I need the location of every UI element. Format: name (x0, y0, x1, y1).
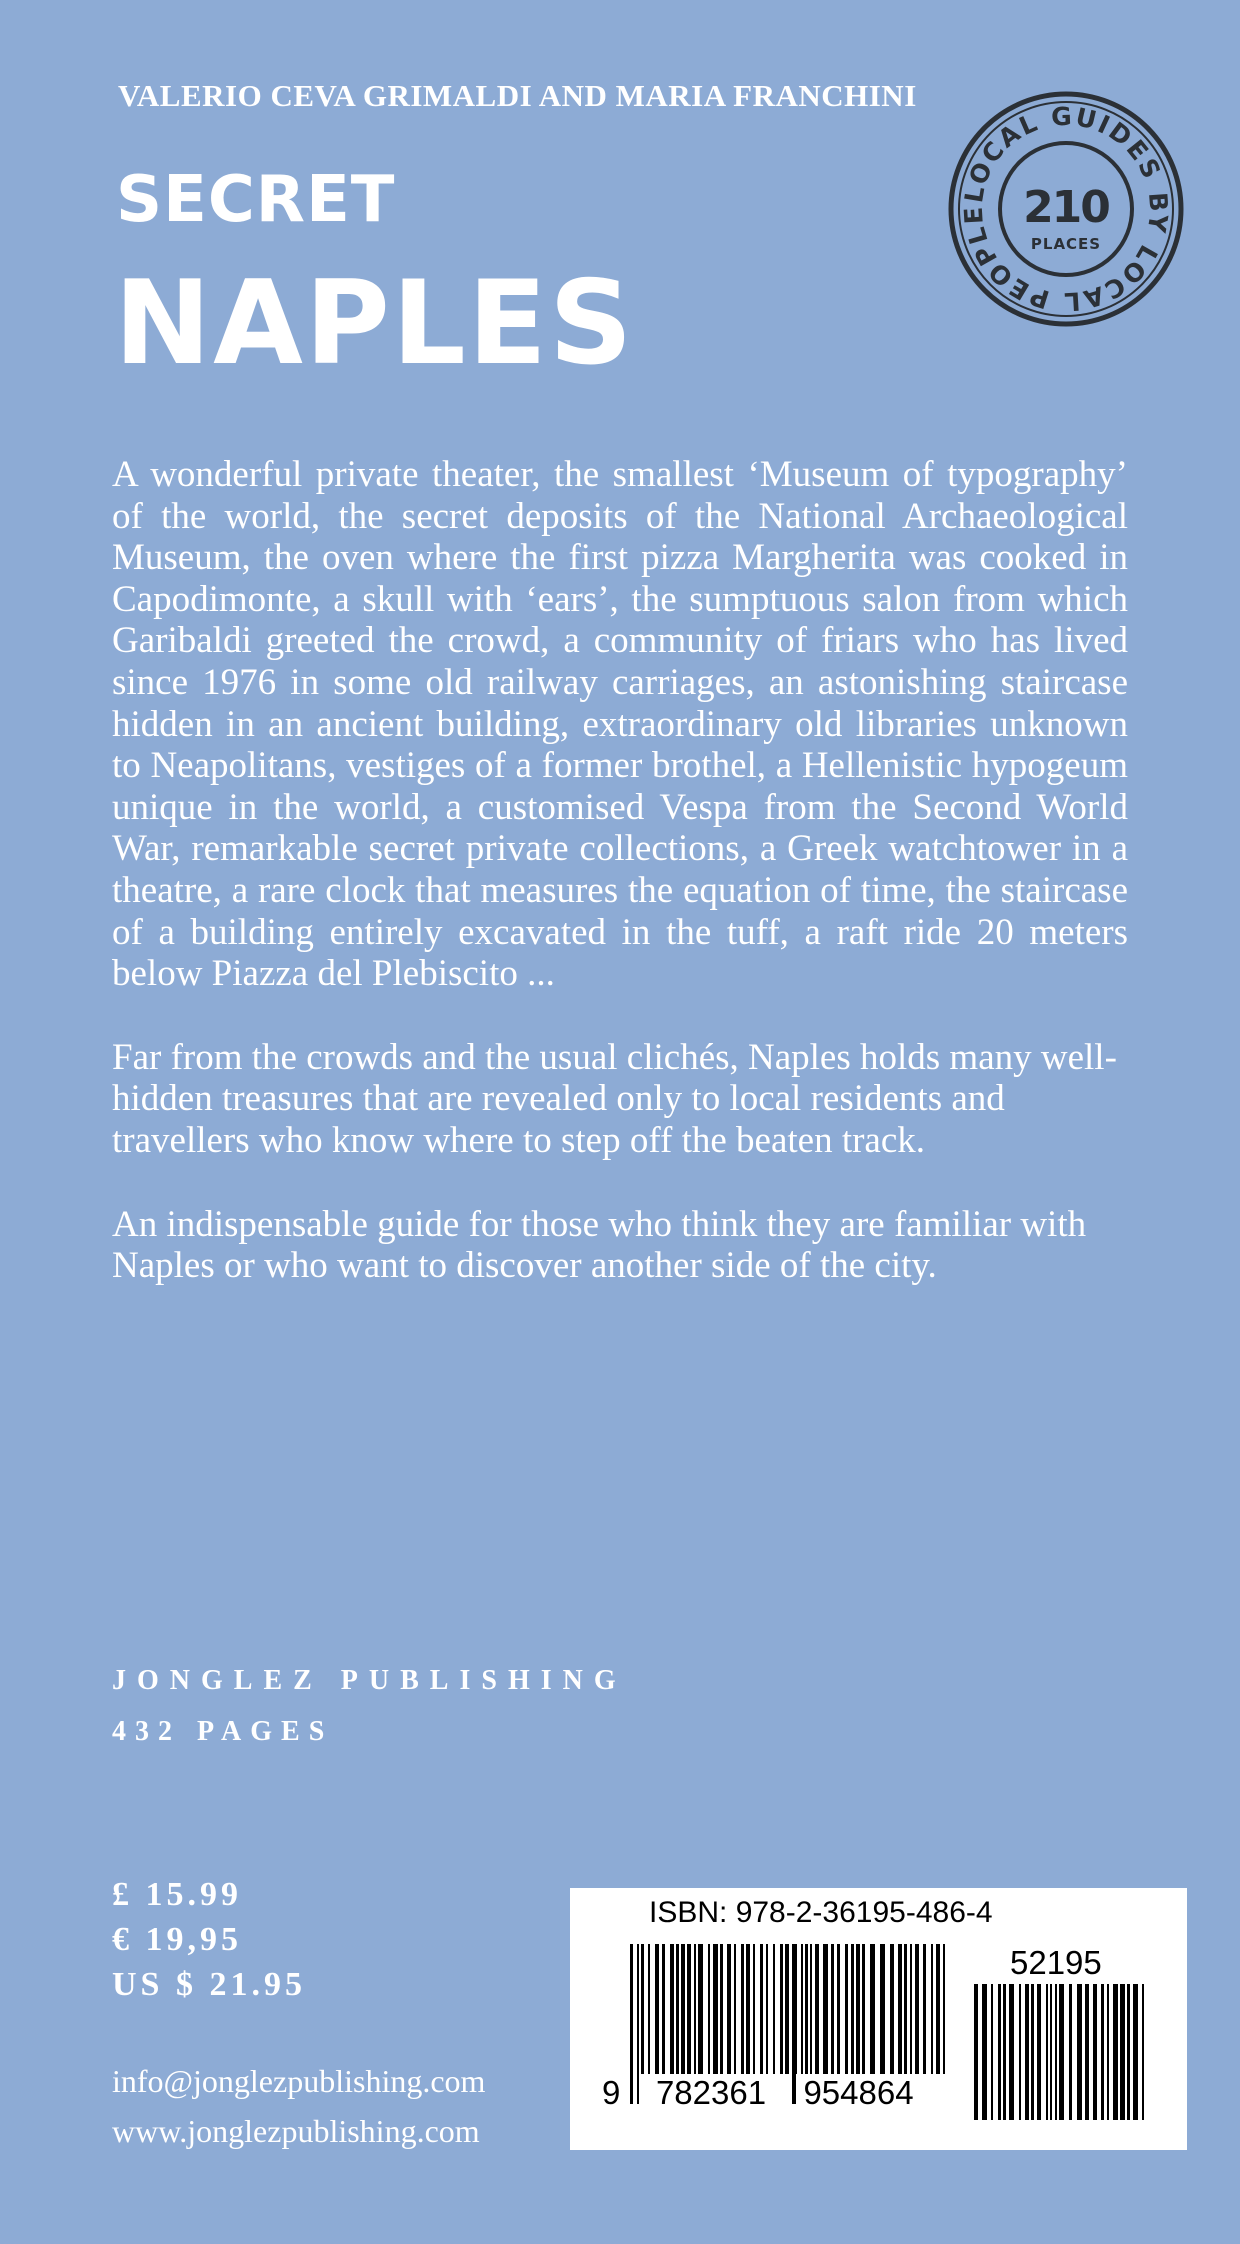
barcode-bar (1069, 1984, 1072, 2120)
description-paragraph-1: A wonderful private theater, the smallest ‘Museum of typography’ of the world, the secret deposits of the National Archaeological Museum, the oven where the first pizza Margherita was cooked in Capodimonte, a skull with ‘ears’, the sumptuous salon from which Garibaldi greeted the crowd, a community of friars who has lived since 1976 in some old railway carriages, an astonishing staircase hidden in an ancient building, extraordinary old libraries unknown to Neapolitans, vestiges of a former brothel, a Hellenistic hypogeum unique in the world, a customised Vespa from the Second World War, remarkable secret private collections, a Greek watchtower in a theatre, a rare clock that measures the equation of time, the staircase of a building entirely excavated in the tuff, a raft ride 20 meters below Piazza del Plebiscito ... (112, 454, 1128, 995)
barcode-bar (670, 1944, 674, 2074)
stamp-graphic (945, 88, 1187, 330)
barcode-bar (880, 1944, 885, 2074)
barcode-bar (1009, 1984, 1014, 2120)
barcode-bar (655, 1944, 659, 2074)
barcode-bar (713, 1944, 718, 2074)
barcode-bar (1133, 1984, 1138, 2120)
barcode-right-digits: 954864 (796, 2074, 921, 2112)
barcode-bar (831, 1944, 834, 2074)
barcode-bar (1101, 1984, 1104, 2120)
barcode-bar (1003, 1984, 1006, 2120)
description-paragraph-3: An indispensable guide for those who think they are familiar with Naples or who want to discover another side of the city. (112, 1203, 1087, 1287)
barcode-bar (1113, 1984, 1118, 2120)
barcode-bar (837, 1944, 840, 2074)
barcode-bar (1050, 1984, 1052, 2120)
barcode-bar (1059, 1984, 1064, 2120)
barcode-bar (805, 1944, 808, 2074)
price-usd: US $ 21.95 (112, 1966, 306, 2003)
barcode-addon-digits: 52195 (1010, 1944, 1102, 1981)
barcode-bar (648, 1944, 650, 2074)
book-title: NAPLES (114, 256, 635, 391)
barcode-bar (845, 1944, 848, 2074)
barcode-bar (766, 1944, 768, 2074)
barcode-bar (815, 1944, 819, 2074)
price-gbp: £ 15.99 (112, 1876, 242, 1913)
barcode-bar (1019, 1984, 1021, 2120)
barcode-bar (931, 1944, 933, 2074)
barcode-bar (1127, 1984, 1130, 2120)
barcode-bar (1077, 1984, 1082, 2120)
description-paragraph-2: Far from the crowds and the usual clichés, Naples holds many well-hidden treasures that are revealed only to local residents and travellers who know where to step off the beaten track. (112, 1036, 1117, 1161)
barcode-bar (687, 1944, 691, 2074)
contact-website: www.jonglezpublishing.com (112, 2113, 480, 2149)
barcode-bar (943, 1944, 945, 2074)
barcode-bar (862, 1944, 865, 2074)
series-title: SECRET (116, 163, 396, 237)
stamp-ring-text: LOCAL GUIDES BY LOCAL PEOPLE (958, 101, 1174, 317)
barcode-bar (630, 1944, 633, 2104)
barcode-bar (991, 1984, 993, 2120)
barcode-bar (923, 1944, 926, 2074)
places-stamp (945, 88, 1187, 330)
price-list (112, 1872, 306, 2007)
barcode-bar (1037, 1984, 1041, 2120)
barcode-bar (773, 1944, 775, 2074)
page-count: 432 PAGES (112, 1716, 334, 1747)
authors-line: VALERIO CEVA GRIMALDI AND MARIA FRANCHINI (118, 78, 917, 113)
barcode-bar (898, 1944, 902, 2074)
barcode-bar (1093, 1984, 1097, 2120)
barcode-bar (662, 1944, 665, 2074)
barcode-bar (1107, 1984, 1109, 2120)
barcode-bar (753, 1944, 755, 2074)
barcode-bar (998, 1984, 1001, 2120)
stamp-number: 210 (1023, 182, 1109, 233)
barcode-bar (1120, 1984, 1125, 2120)
barcode-bar (708, 1944, 710, 2074)
barcode-bar (785, 1944, 789, 2074)
barcode-bar (694, 1944, 696, 2074)
barcode-left-digits: 782361 (651, 2074, 771, 2112)
barcode-bar (810, 1944, 812, 2074)
barcode-bar (915, 1944, 919, 2074)
barcode-panel (570, 1888, 1187, 2150)
barcode-bar (1046, 1984, 1048, 2120)
barcode-bar (823, 1944, 828, 2074)
barcode-bar (856, 1944, 860, 2074)
addon-barcode-bars (974, 1984, 1144, 2120)
barcode-bar (746, 1944, 750, 2074)
contact-info (112, 2056, 485, 2156)
barcode-bar (910, 1944, 912, 2074)
contact-email: info@jonglezpublishing.com (112, 2063, 486, 2099)
barcode-bar (698, 1944, 703, 2074)
barcode-bar (720, 1944, 723, 2074)
barcode-bar (681, 1944, 685, 2074)
barcode-bar (890, 1944, 894, 2074)
barcode-bar (936, 1944, 940, 2074)
barcode-bar (1055, 1984, 1057, 2120)
barcode-bar (1142, 1984, 1144, 2120)
barcode-bar (734, 1944, 736, 2074)
barcode-bar (904, 1944, 907, 2074)
barcode-bar (760, 1944, 763, 2074)
barcode-bar (637, 1944, 639, 2104)
isbn-label: ISBN: 978-2-36195-486-4 (649, 1896, 993, 1929)
barcode-bar (1031, 1984, 1034, 2120)
price-eur: € 19,95 (112, 1921, 242, 1958)
barcode-bar (982, 1984, 987, 2120)
publisher-name: JONGLEZ PUBLISHING (112, 1665, 627, 1696)
barcode-bar (870, 1944, 875, 2074)
description (112, 454, 1128, 1329)
barcode-bar (851, 1944, 854, 2074)
barcode-bar (1085, 1984, 1089, 2120)
barcode-bar (1025, 1984, 1029, 2120)
barcode-bar (727, 1944, 731, 2074)
barcode-bar (974, 1984, 978, 2120)
barcode-bar (741, 1944, 744, 2074)
barcode-bar (780, 1944, 783, 2074)
barcode-bar (641, 1944, 644, 2074)
barcode-bar (676, 1944, 679, 2074)
stamp-unit: PLACES (1030, 235, 1102, 253)
barcode-first-digit: 9 (602, 2074, 621, 2111)
